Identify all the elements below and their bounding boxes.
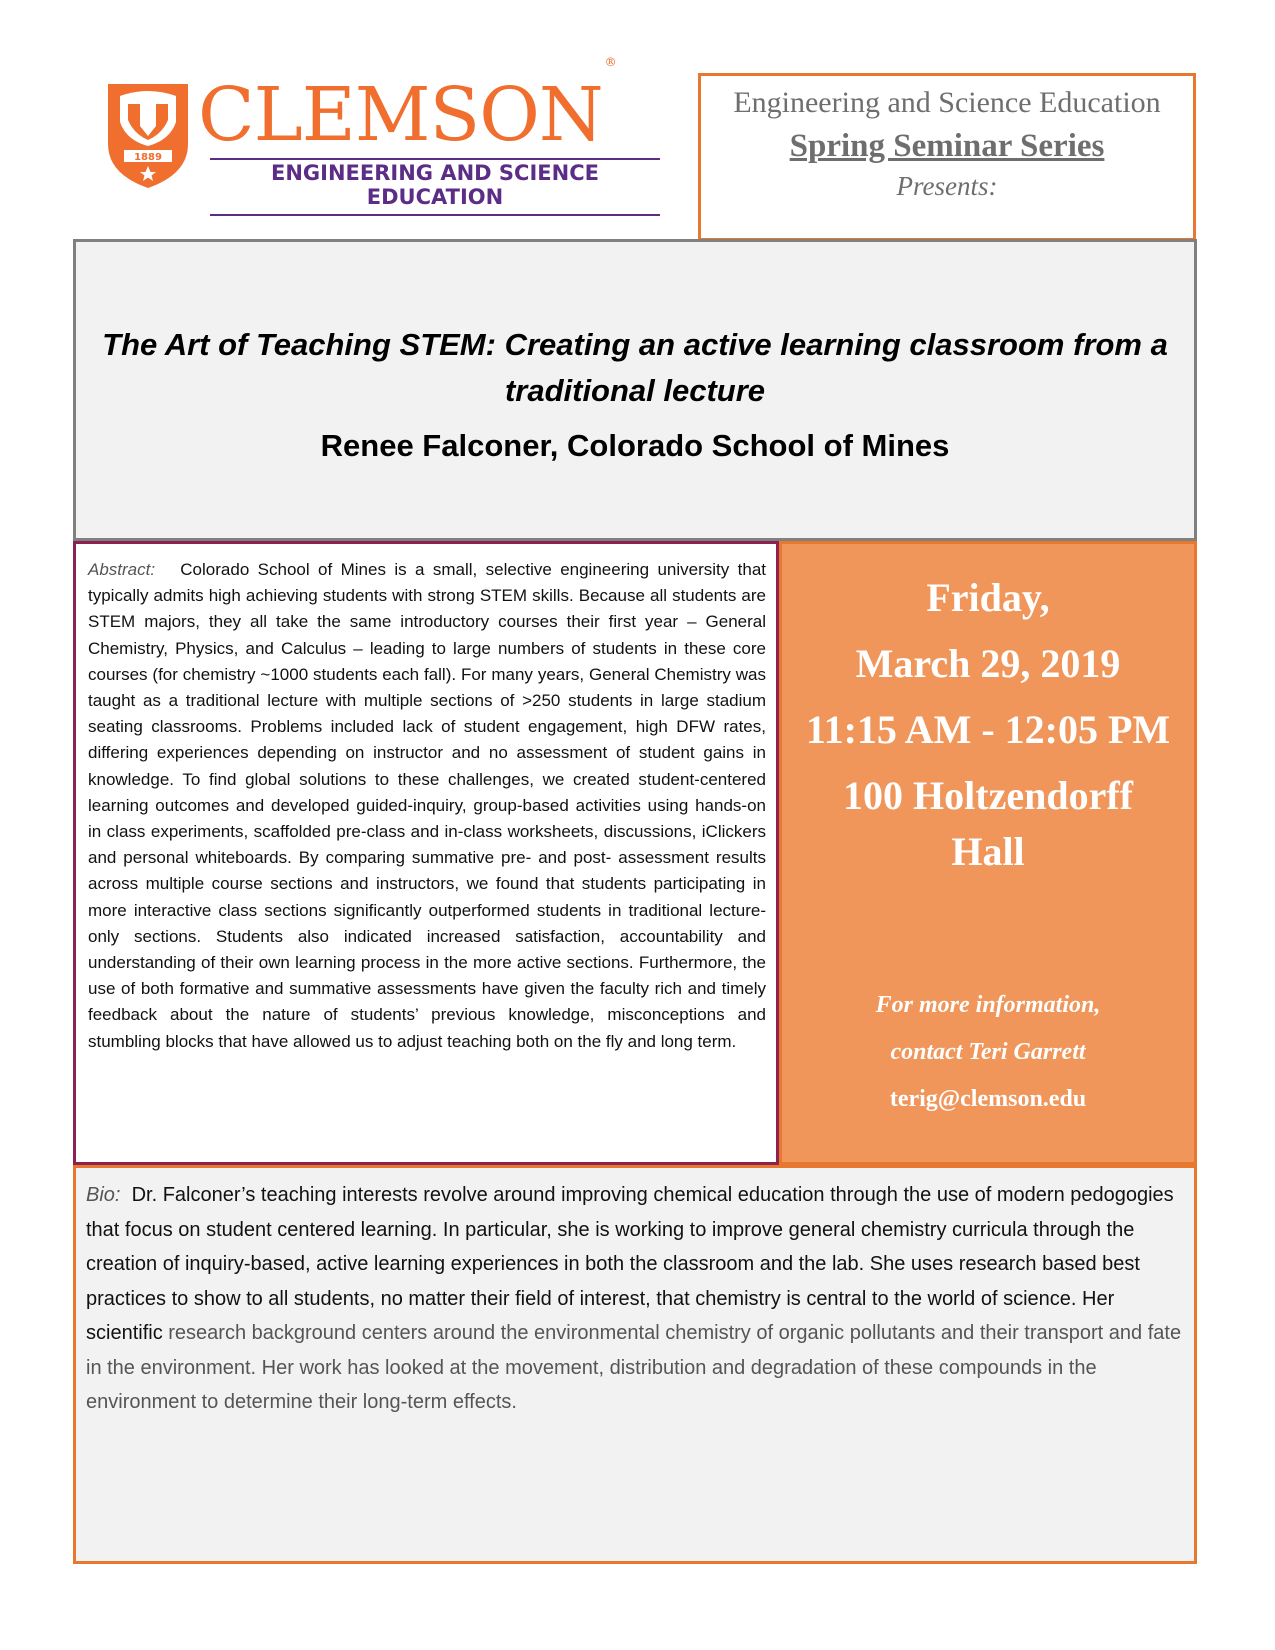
abstract-label: Abstract:: [88, 560, 156, 579]
contact-info-line2: contact Teri Garrett: [890, 1039, 1086, 1065]
seminar-series-box: [698, 73, 1196, 241]
event-date: March 29, 2019: [855, 641, 1121, 686]
event-details-box: [779, 541, 1197, 1165]
abstract-paragraph: [88, 557, 766, 1055]
bio-text-gray: research background centers around the environmental chemistry of organic pollutants and their transport and fate in the environment. Her work has looked at the movement, distribution and degradation of these compounds in the environment to determine their long-term effects.: [86, 1322, 1182, 1413]
logo-rule-top: [210, 158, 660, 160]
bio-text-dark: Dr. Falconer’s teaching interests revolve around improving chemical education through the use of modern pedogogies that focus on student centered learning. In particular, she is working to improve general chemistry curricula through the creation of inquiry-based, active learning experiences in both the classroom and the lab. She uses research based best practices to show to all students, no matter their field of interest, that chemistry is central to the world of science. Her scientific: [86, 1184, 1174, 1344]
bio-label: Bio:: [86, 1184, 121, 1206]
contact-email[interactable]: terig@clemson.edu: [889, 1086, 1087, 1112]
logo-subtitle-line2: EDUCATION: [366, 185, 504, 209]
talk-title-box: [73, 239, 1197, 541]
series-name: Spring Seminar Series: [789, 128, 1105, 164]
bio-paragraph: [86, 1178, 1184, 1420]
svg-text:1889: 1889: [134, 152, 162, 163]
speaker-name: Renee Falconer, Colorado School of Mines: [320, 428, 950, 463]
event-day: Friday,: [926, 575, 1050, 620]
presents-label: Presents:: [896, 171, 998, 201]
event-location-line1: 100 Holtzendorff: [843, 773, 1133, 818]
logo-subtitle-line1: ENGINEERING AND SCIENCE: [271, 161, 599, 185]
department-name: Engineering and Science Education: [733, 86, 1161, 119]
logo-wordmark: CLEMSON®: [198, 55, 616, 158]
event-location-line2: Hall: [951, 829, 1025, 874]
abstract-text: Colorado School of Mines is a small, selective engineering university that typically admits high achieving students with strong STEM skills. Because all students are STEM majors, they all take the same introductory courses their first year – General Chemistry, Physics, and Calculus – leading to large numbers of students in these core courses (for chemistry ~1000 students each fall). For many years, General Chemistry was taught as a traditional lecture with multiple sections of >250 students in large stadium seating classrooms. Problems included lack of student engagement, high DFW rates, differing experiences depending on instructor and no assessment of student gains in knowledge. To find global solutions to these challenges, we created student-centered learning outcomes and developed guided-inquiry, group-based activities using hands-on in class experiments, scaffolded pre-class and in-class worksheets, discussions, iClickers and personal whiteboards. By comparing summative pre- and post- assessment results across multiple course sections and instructors, we found that students participating in more interactive class sections significantly outperformed students in traditional lecture-only sections. Students also indicated increased satisfaction, accountability and understanding of their own learning process in the more active sections. Furthermore, the use of both formative and summative assessments have given the faculty rich and timely feedback about the nature of students’ previous knowledge, misconceptions and stumbling blocks that have allowed us to adjust teaching both on the fly and long term.: [88, 560, 766, 1051]
talk-title: The Art of Teaching STEM: Creating an active learning classroom from a traditional lecture: [102, 327, 1168, 408]
clemson-logo: [104, 55, 664, 222]
contact-info-line1: For more information,: [875, 992, 1101, 1018]
event-time: 11:15 AM - 12:05 PM: [805, 707, 1171, 752]
bio-box: [73, 1165, 1197, 1564]
logo-rule-bottom: [210, 214, 660, 216]
tiger-shield-icon: [104, 82, 192, 190]
abstract-box: [73, 541, 779, 1165]
